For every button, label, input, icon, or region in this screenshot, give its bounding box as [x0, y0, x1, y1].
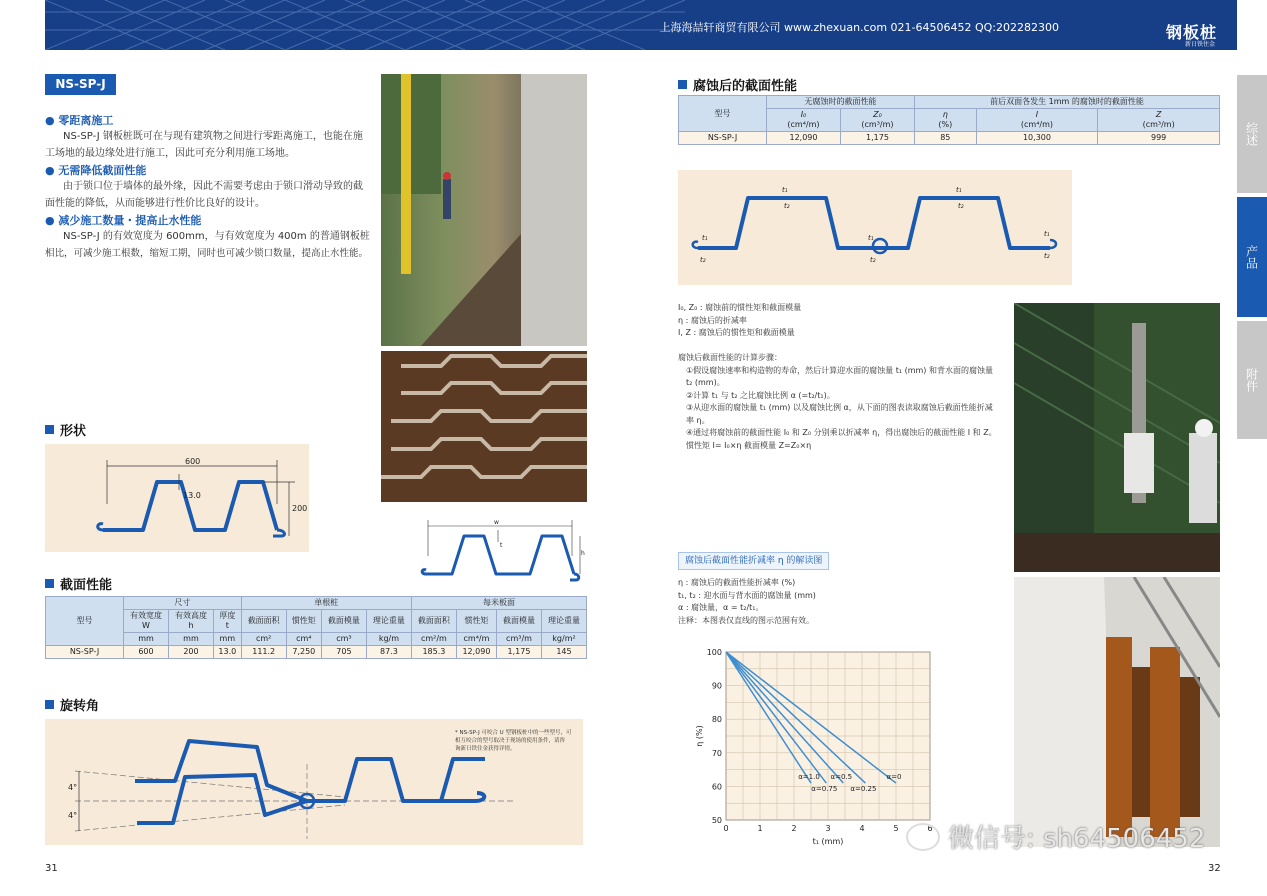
section-heading-properties [45, 574, 112, 593]
th-group-single: 单根桩 [241, 597, 411, 610]
y-tick-label: 80 [711, 715, 722, 725]
corrosion-profile-svg [678, 170, 1072, 285]
th-col: 理论重量 [541, 610, 586, 633]
construction-photo [381, 74, 587, 346]
page-number-right: 32 [1208, 863, 1221, 874]
th-unit: mm [168, 633, 213, 646]
th-unit: cm⁴/m [456, 633, 496, 646]
legend-w: w [494, 519, 499, 526]
y-tick-label: 100 [706, 648, 722, 657]
calculation-steps: 腐蚀后截面性能的计算步骤： ①假设腐蚀速率和构造物的寿命，然后计算迎水面的腐蚀量 t₁ (mm) 和背水面的腐蚀量 t₂ (mm)。 ②计算 t₁ 与 t₂ 之比腐蚀比例 α (=t₂/t₁)。 ③从迎水面的腐蚀量 t₁ (mm) 以及腐蚀比例 α，从下面的图表读取腐蚀后截面性能折减 率 η。 ④通过将腐蚀前的截面性能 I₀ 和 Z₀ 分别乘以折减率 η，得出腐蚀后的截面性能 I 和 Z。 惯性矩 I= I₀×η 截面模量 Z=Z₀×η [678, 353, 997, 450]
t1-label: t₁ [868, 234, 874, 242]
series-label: α=0.25 [850, 785, 877, 794]
th-unit: kg/m² [541, 633, 586, 646]
chart-box-title: 腐蚀后截面性能折减率 η 的解读图 [678, 552, 829, 570]
t2-label: t₂ [700, 256, 706, 264]
feature-text: 工场地的最边缘处进行施工，因此可充分利用施工场地。 [45, 148, 295, 159]
th-model: 型号 [679, 96, 767, 132]
series-label: α=1.0 [798, 773, 820, 782]
th-col: 有效高度 h [168, 610, 213, 633]
chart-definitions: η : 腐蚀后的截面性能折减率 (%) t₁, t₂ : 迎水面与背水面的腐蚀量 (mm) α : 腐蚀量，α = t₂/t₁。 注释：本图表仅直线的图示范围有效。 [678, 578, 816, 625]
header-title: 钢板桩 [1165, 23, 1217, 42]
t2-label: t₂ [958, 202, 964, 210]
tab-products[interactable]: 产品 [1237, 197, 1267, 317]
t1-label: t₁ [1044, 230, 1050, 238]
y-tick-label: 60 [711, 782, 722, 792]
th-unit: cm⁴ [286, 633, 321, 646]
page-number-left: 31 [45, 863, 58, 874]
shape-width-label: 600 [185, 457, 201, 466]
series-label: α=0.5 [830, 773, 853, 782]
rotation-diagram [45, 719, 583, 845]
tab-overview[interactable]: 综述 [1237, 75, 1267, 193]
y-tick-label: 50 [711, 816, 722, 825]
tab-appendix[interactable]: 附件 [1237, 321, 1267, 439]
t2-label: t₂ [1044, 252, 1050, 260]
wechat-icon [906, 823, 940, 851]
series-label: α=0.75 [811, 785, 838, 794]
side-tabs [1237, 0, 1267, 896]
th-col: 理论重量 [366, 610, 411, 633]
t1-label: t₁ [782, 186, 788, 194]
y-tick-label: 70 [711, 748, 722, 758]
section-heading-corrosion [678, 75, 797, 94]
th-col: 惯性矩 [286, 610, 321, 633]
x-tick-label: 1 [757, 824, 763, 833]
features-block [45, 112, 375, 262]
x-tick-label: 0 [723, 824, 729, 833]
header-contact: 上海海喆轩商贸有限公司 www.zhexuan.com 021-64506452 QQ:202282300 [659, 21, 1059, 34]
y-tick-label: 90 [711, 681, 722, 691]
series-label: α=0 [886, 773, 902, 782]
shape-title: 形状 [60, 424, 87, 439]
feature-text: 由于锁口位于墙体的最外缘，因此不需要考虑由于锁口滑动导致的截 [63, 181, 363, 192]
legend-h: h [581, 550, 585, 557]
shape-height-label: 200 [292, 504, 308, 513]
th-group-permeter: 每米板面 [411, 597, 586, 610]
feature-title: ● 零距离施工 [45, 114, 114, 127]
th-unit: mm [124, 633, 169, 646]
th-unit: cm³/m [497, 633, 542, 646]
th-col: η (%) [914, 109, 976, 132]
x-tick-label: 2 [791, 824, 797, 833]
corrosion-title: 腐蚀后的截面性能 [693, 79, 798, 94]
th-col: 截面面积 [411, 610, 456, 633]
th-col: Z₀ (cm³/m) [840, 109, 914, 132]
legend-diagram [420, 516, 586, 584]
th-model: 型号 [46, 597, 124, 646]
feature-text: NS-SP-J 的有效宽度为 600mm，与有效宽度为 400m 的普通钢板桩 [63, 231, 370, 242]
feature-text: NS-SP-J 钢板桩既可在与现有建筑物之间进行零距离施工，也能在施 [63, 131, 363, 142]
table-row: NS-SP-J 600 200 13.0 111.2 7,250 705 87.3 185.3 12,090 1,175 145 [46, 646, 587, 659]
th-unit: cm³ [321, 633, 366, 646]
th-col: 惯性矩 [456, 610, 496, 633]
feature-text: 相比，可减少施工根数，缩短工期，同时也可减少锁口数量，提高止水性能。 [45, 248, 369, 259]
x-tick-label: 3 [825, 824, 831, 833]
t2-label: t₂ [870, 256, 876, 264]
corrosion-table [678, 95, 1220, 145]
th-unit: mm [213, 633, 241, 646]
x-axis-label: t₁ (mm) [812, 837, 844, 846]
product-label: NS-SP-J [45, 74, 116, 95]
section-heading-shape [45, 420, 86, 439]
feature-text: 面性能的降低，从而能够进行性价比良好的设计。 [45, 198, 265, 209]
shape-profile-svg [45, 444, 309, 552]
t2-label: t₂ [784, 202, 790, 210]
t1-label: t₁ [956, 186, 962, 194]
shape-thickness-label: 13.0 [183, 491, 201, 500]
x-tick-label: 4 [859, 824, 865, 833]
th-unit: kg/m [366, 633, 411, 646]
feature-title: ● 无需降低截面性能 [45, 164, 147, 177]
th-col: 截面模量 [497, 610, 542, 633]
site-photo-worker [1014, 303, 1220, 572]
t1-label: t₁ [702, 234, 708, 242]
sheet-pile-stack-photo [381, 351, 587, 502]
rotation-angle-bottom: 4° [68, 811, 78, 820]
section-properties-table [45, 596, 587, 659]
th-col: I (cm⁴/m) [976, 109, 1098, 132]
section-heading-rotation [45, 695, 99, 714]
th-col: 有效宽度 W [124, 610, 169, 633]
th-col: I₀ (cm⁴/m) [767, 109, 841, 132]
th-unit: cm²/m [411, 633, 456, 646]
feature-title: ● 减少施工数量・提高止水性能 [45, 214, 202, 227]
rotation-title: 旋转角 [60, 699, 100, 714]
watermark: 微信号: sh64506452 [906, 818, 1205, 855]
header-subtitle: 新日铁住金 [1184, 41, 1215, 48]
th-col: 厚度 t [213, 610, 241, 633]
rotation-angle-top: 4° [68, 783, 78, 792]
th-unit: cm² [241, 633, 286, 646]
th-col: Z (cm³/m) [1098, 109, 1220, 132]
x-tick-label: 5 [893, 824, 899, 833]
th-group-dims: 尺寸 [124, 597, 242, 610]
rotation-note: * NS-SP-J 可咬合 U 型钢板桩中的一些型号，可 相互咬合的型号取决于现场的使用条件，请咨 询新日铁住金获得详情。 [455, 730, 572, 752]
th-group-after: 前后双面各发生 1mm 的腐蚀时的截面性能 [914, 96, 1219, 109]
top-banner [45, 0, 1237, 50]
th-group-before: 无腐蚀时的截面性能 [767, 96, 915, 109]
th-col: 截面模量 [321, 610, 366, 633]
legend-t: t [500, 542, 503, 549]
table-row: NS-SP-J 12,090 1,175 85 10,300 999 [679, 132, 1220, 145]
installed-pile-photo [1014, 577, 1220, 847]
x-tick-label: 6 [927, 824, 933, 833]
definitions: I₀, Z₀ : 腐蚀前的惯性矩和截面模量 η : 腐蚀后的折减率 I, Z : 腐蚀后的惯性矩和截面模量 [678, 303, 802, 337]
th-col: 截面面积 [241, 610, 286, 633]
section-title: 截面性能 [60, 578, 113, 593]
corrosion-profile-diagram [678, 170, 1072, 285]
shape-diagram [45, 444, 309, 552]
y-axis-label: η (%) [695, 725, 704, 747]
